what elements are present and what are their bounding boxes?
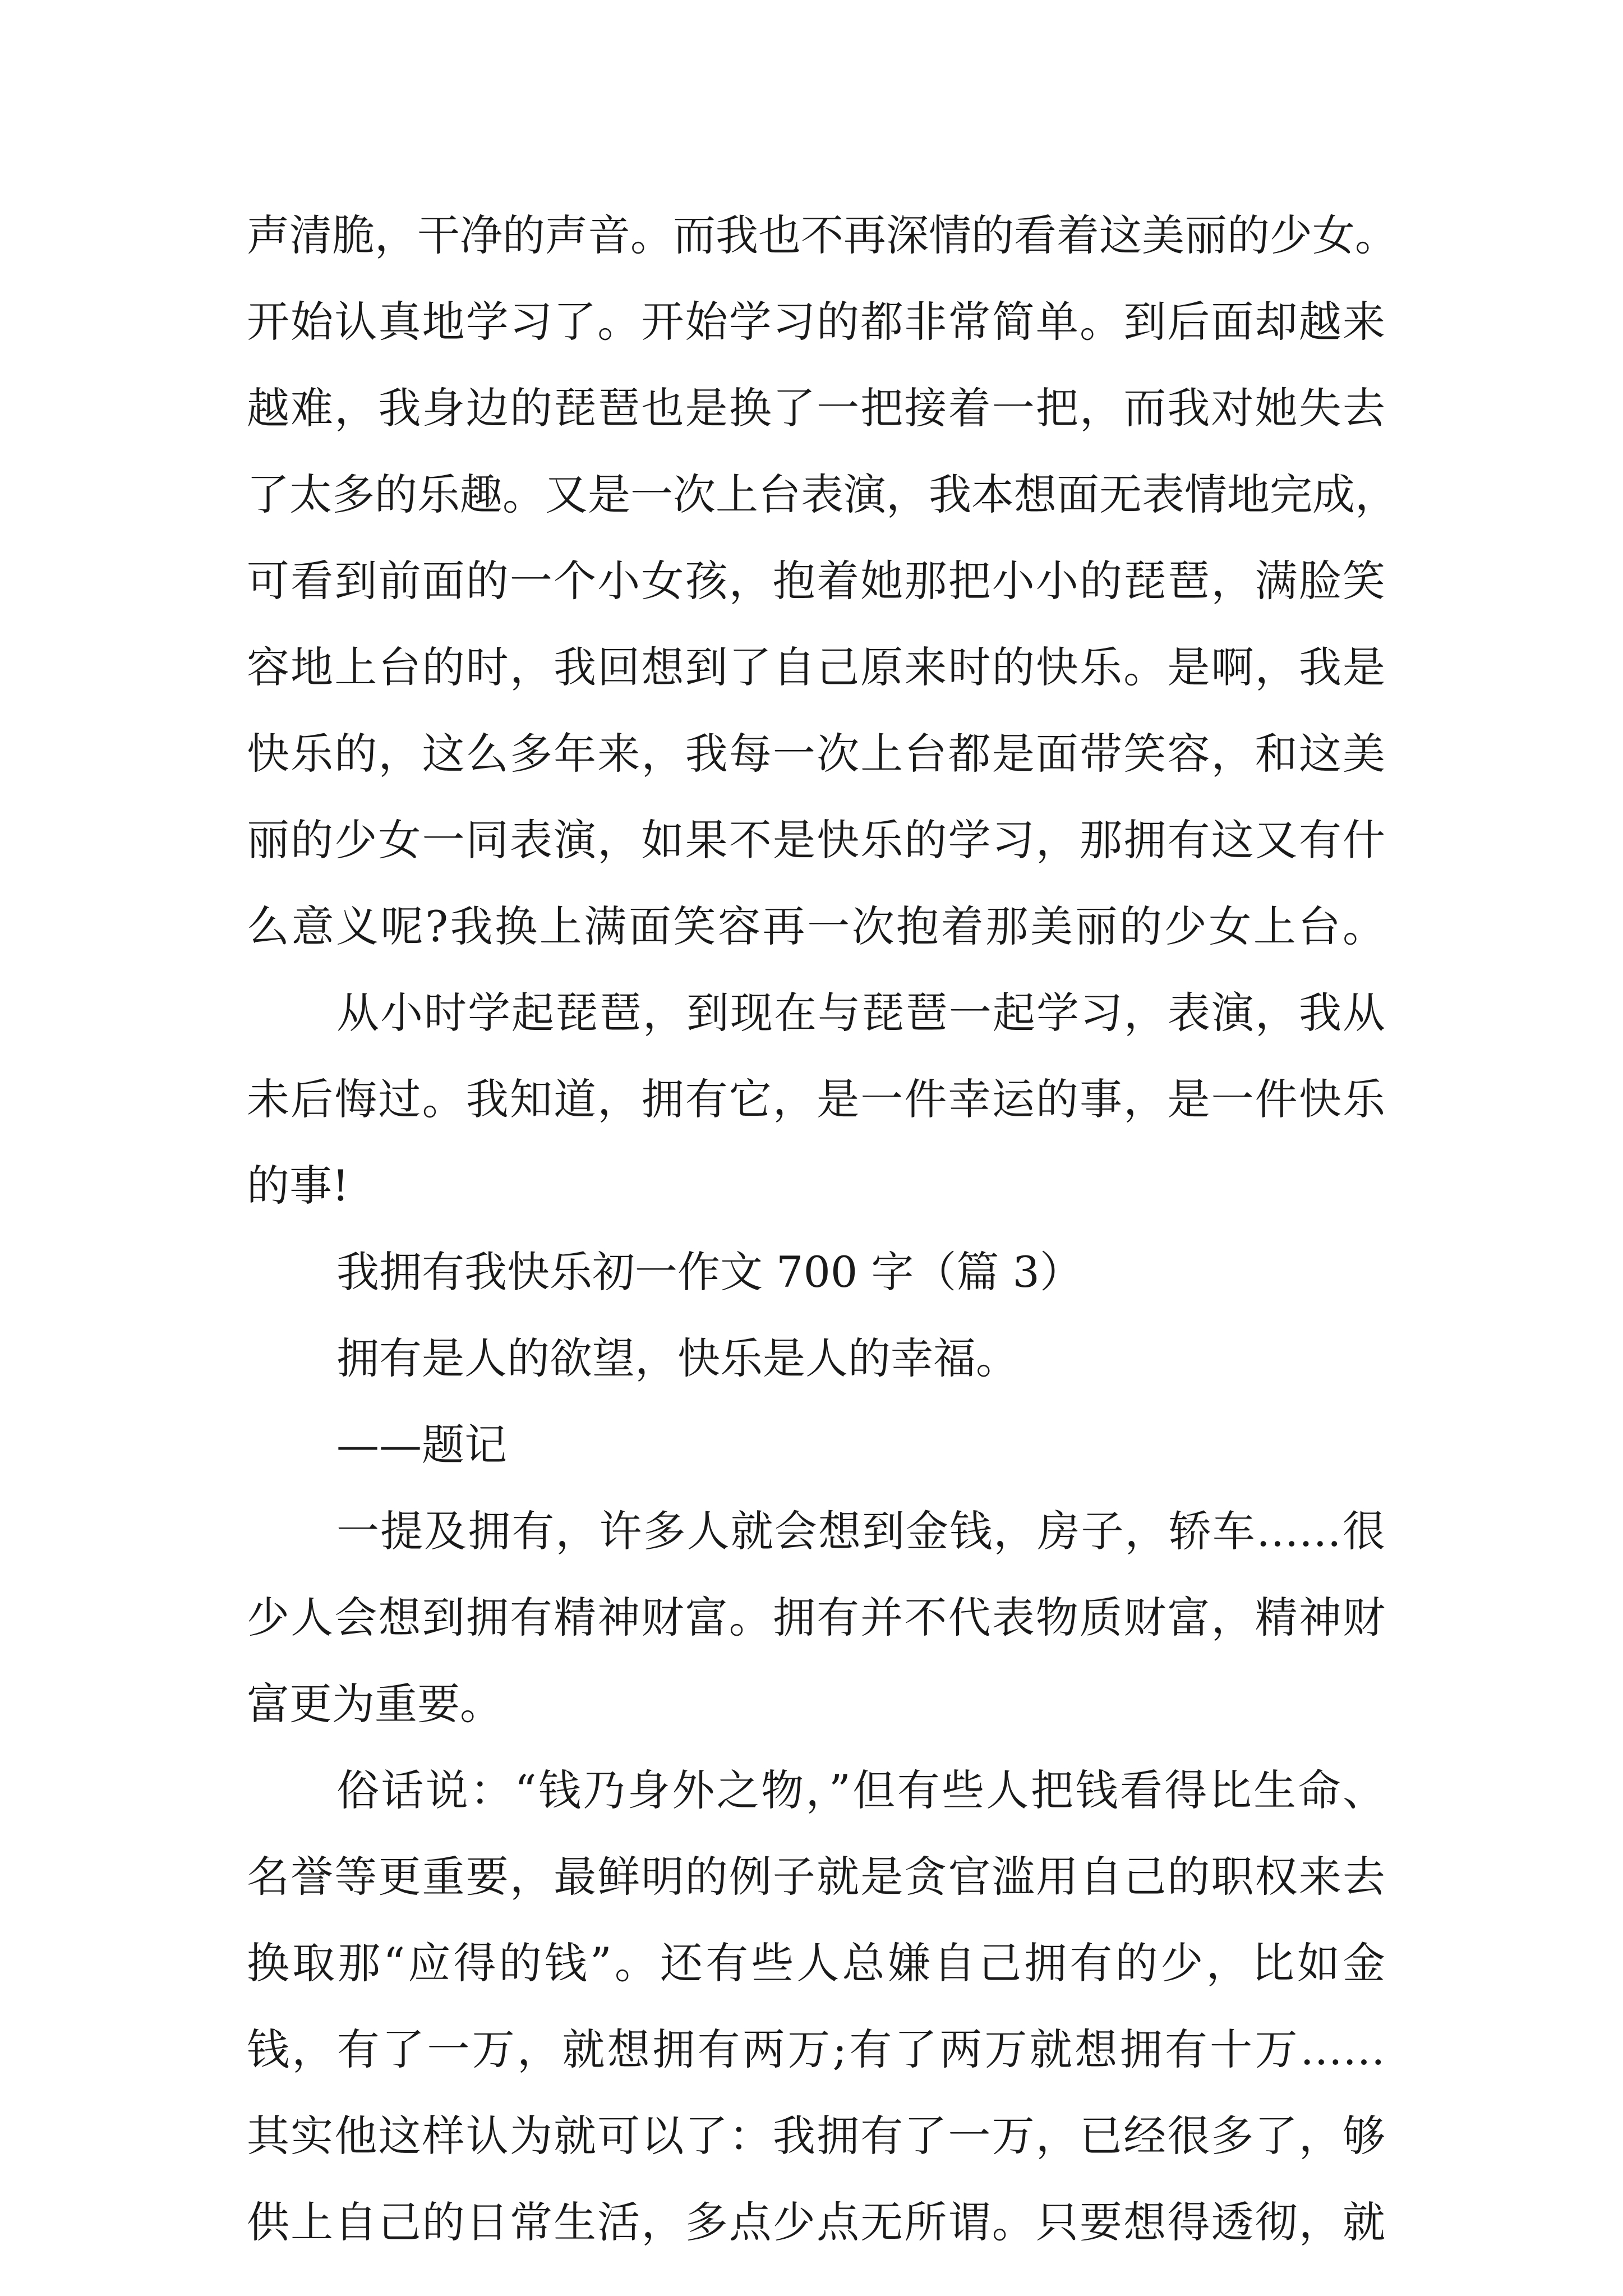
- text-line: 容地上台的时，我回想到了自己原来时的快乐。是啊，我是: [247, 642, 1385, 692]
- text-line: 富更为重要。: [247, 1679, 502, 1729]
- text-line: 换取那“应得的钱”。还有些人总嫌自己拥有的少，比如金: [247, 1938, 1385, 1988]
- text-line: 了太多的乐趣。又是一次上台表演，我本想面无表情地完成，: [247, 470, 1398, 519]
- epigraph-attribution: ——题记: [336, 1420, 507, 1470]
- epigraph: 拥有是人的欲望，快乐是人的幸福。: [336, 1333, 1018, 1383]
- text-line: 丽的少女一同表演，如果不是快乐的学习，那拥有这又有什: [247, 815, 1385, 865]
- text-line: 么意义呢?我换上满面笑容再一次抱着那美丽的少女上台。: [247, 901, 1385, 951]
- text-line: 未后悔过。我知道，拥有它，是一件幸运的事，是一件快乐: [247, 1074, 1385, 1124]
- text-line: 少人会想到拥有精神财富。拥有并不代表物质财富，精神财: [247, 1593, 1385, 1642]
- text-line: 供上自己的日常生活，多点少点无所谓。只要想得透彻，就: [247, 2197, 1385, 2247]
- text-line: 钱，有了一万，就想拥有两万;有了两万就想拥有十万……: [247, 2024, 1385, 2074]
- text-line: 可看到前面的一个小女孩，抱着她那把小小的琵琶，满脸笑: [247, 556, 1385, 606]
- text-line: 越难，我身边的琵琶也是换了一把接着一把，而我对她失去: [247, 383, 1385, 433]
- paragraph-first-line: 俗话说：“钱乃身外之物，”但有些人把钱看得比生命、: [336, 1765, 1385, 1815]
- text-line: 其实他这样认为就可以了：我拥有了一万，已经很多了，够: [247, 2111, 1385, 2161]
- text-line: 的事!: [247, 1161, 349, 1211]
- text-line: 声清脆，干净的声音。而我也不再深情的看着这美丽的少女。: [247, 210, 1398, 260]
- paragraph-first-line: 一提及拥有，许多人就会想到金钱，房子，轿车……很: [336, 1506, 1385, 1556]
- text-line: 开始认真地学习了。开始学习的都非常简单。到后面却越来: [247, 297, 1385, 347]
- text-line: 快乐的，这么多年来，我每一次上台都是面带笑容，和这美: [247, 729, 1385, 779]
- text-line: 名誉等更重要，最鲜明的例子就是贪官滥用自己的职权来去: [247, 1852, 1385, 1902]
- paragraph-first-line: 从小时学起琵琶，到现在与琵琶一起学习，表演，我从: [336, 988, 1385, 1038]
- section-title: 我拥有我快乐初一作文 700 字（篇 3）: [336, 1247, 1082, 1297]
